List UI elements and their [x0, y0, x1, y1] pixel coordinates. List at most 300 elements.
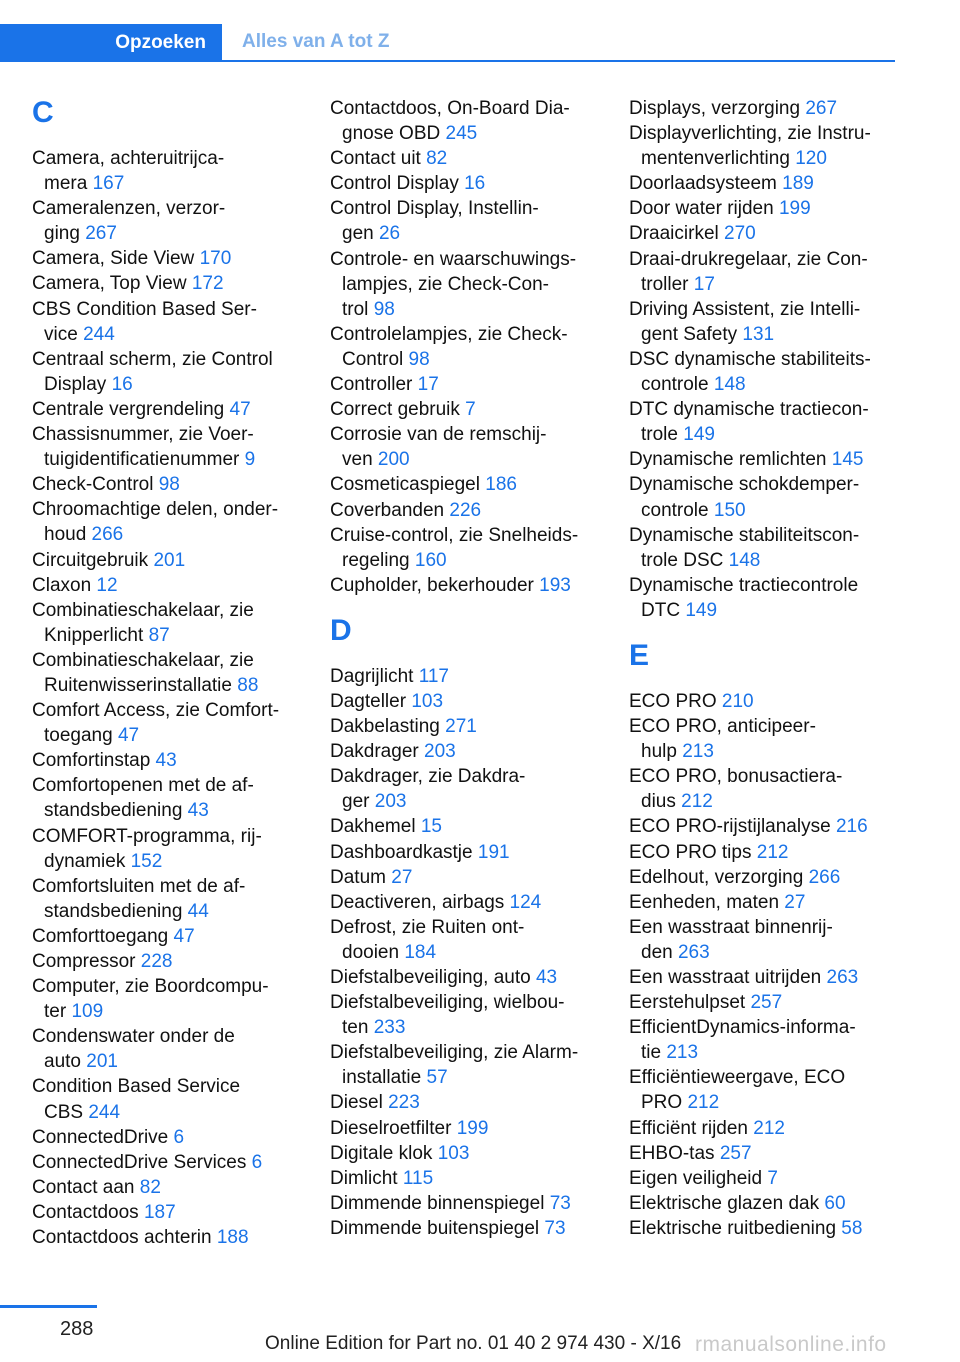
index-entry [330, 397, 600, 422]
page-link[interactable]: 186 [485, 474, 517, 496]
index-entry [629, 472, 899, 522]
entry-text: Ruitenwisserinstallatie [44, 674, 238, 696]
index-entry [629, 1015, 899, 1065]
index-entry [330, 865, 600, 890]
index-entry [330, 146, 600, 171]
entry-text: trole DSC [641, 549, 729, 571]
page-link[interactable]: 191 [477, 841, 510, 863]
page-link[interactable]: 44 [187, 900, 209, 922]
index-column-3 [629, 96, 899, 1241]
page-link[interactable]: 98 [373, 298, 395, 320]
entry-text: Cosmeticaspiegel [330, 474, 486, 496]
entry-text: Condenswater onder de [32, 1026, 235, 1048]
entry-text: ECO PRO tips [629, 841, 757, 863]
entry-text: Diesel [330, 1092, 389, 1114]
entry-text: ten [342, 1017, 374, 1039]
entry-text: ConnectedDrive [32, 1126, 174, 1148]
entry-text: Dimmende buitenspiegel [330, 1217, 545, 1239]
index-entry [32, 698, 302, 748]
entry-text: Control Display, Instellin- [330, 198, 539, 220]
index-entry [32, 598, 302, 648]
entry-text: Defrost, zie Ruiten ont- [330, 916, 525, 938]
page-link[interactable]: 189 [782, 173, 814, 195]
index-entry [629, 1216, 899, 1241]
page-link[interactable]: 43 [535, 967, 558, 988]
index-entry [629, 1065, 899, 1115]
entry-text: ging [44, 223, 86, 245]
entry-text: houd [44, 524, 92, 546]
page-link[interactable]: 149 [683, 424, 715, 446]
index-entry [32, 146, 302, 196]
entry-text: vice [44, 323, 84, 345]
entry-text: Control Display [330, 173, 465, 195]
index-entry [32, 824, 302, 874]
index-entry [629, 714, 899, 764]
page-link[interactable]: 212 [756, 841, 789, 863]
index-entry [629, 1166, 899, 1191]
index-entry [629, 890, 899, 915]
index-entry [330, 664, 600, 689]
entry-text: Centrale vergrendeling [32, 398, 230, 420]
entry-text: Datum [330, 866, 392, 888]
index-entry [32, 246, 302, 271]
entry-text: Correct gebruik [330, 399, 466, 421]
entry-text: Compressor [32, 951, 141, 972]
entry-text: Condition Based Service [32, 1076, 241, 1098]
index-entry [330, 1216, 600, 1241]
index-entry [330, 472, 600, 497]
page-link[interactable]: 233 [373, 1017, 406, 1039]
page-link[interactable]: 184 [404, 941, 437, 963]
page-link[interactable]: 223 [388, 1092, 420, 1114]
index-entry [330, 171, 600, 196]
index-entry [32, 297, 302, 347]
index-entry [629, 171, 899, 196]
entry-text: trol [342, 298, 374, 320]
section-letter: C [32, 96, 54, 129]
entry-text: Efficiëntieweergave, ECO [629, 1067, 846, 1089]
page-link[interactable]: 257 [719, 1142, 752, 1164]
page-link[interactable]: 199 [778, 198, 811, 220]
entry-text: ECO PRO, anticipeer- [629, 716, 816, 738]
page-link[interactable]: 212 [687, 1092, 720, 1114]
watermark: rmanualsonline.info [695, 1333, 887, 1356]
page-link[interactable]: 6 [173, 1126, 185, 1148]
entry-text: lampjes, zie Check-Con- [342, 273, 549, 295]
entry-text: mentenverlichting [641, 148, 796, 170]
entry-text: Dynamische tractiecontrole [629, 574, 859, 596]
page-link[interactable]: 213 [682, 741, 714, 763]
entry-text: Eigen veiligheid [629, 1167, 768, 1189]
entry-text: Digitale klok [330, 1142, 438, 1164]
section-letter: E [629, 638, 650, 672]
index-entry [629, 1141, 899, 1166]
entry-text: Dakbelasting [330, 716, 446, 738]
entry-text: Elektrische ruitbediening [629, 1217, 842, 1239]
page-link[interactable]: 167 [92, 173, 125, 195]
page-link[interactable]: 15 [420, 816, 442, 838]
entry-text: controle [641, 499, 714, 521]
entry-text: Check-Control [32, 474, 159, 496]
index-entry [330, 1040, 600, 1090]
page-link[interactable]: 187 [143, 1201, 176, 1223]
page-link[interactable]: 245 [445, 123, 478, 145]
page-link[interactable]: 17 [417, 374, 439, 396]
entry-text: Knipperlicht [44, 624, 149, 646]
index-entry [330, 1090, 600, 1115]
index-entry [629, 297, 899, 347]
index-entry [330, 814, 600, 839]
index-entry [629, 689, 899, 714]
entry-text: installatie [342, 1067, 427, 1089]
index-entry [32, 271, 302, 296]
index-entry [32, 196, 302, 246]
index-entry [330, 372, 600, 397]
page-link[interactable]: 26 [378, 223, 401, 245]
entry-text: Dashboardkastje [330, 841, 478, 863]
index-entry [629, 764, 899, 814]
entry-text: den [641, 941, 678, 963]
entry-text: Diefstalbeveiliging, zie Alarm- [330, 1042, 579, 1064]
entry-text: Dimlicht [330, 1167, 403, 1189]
page-link[interactable]: 7 [767, 1167, 778, 1189]
page-link[interactable]: 201 [153, 549, 186, 571]
page-link[interactable]: 73 [549, 1192, 571, 1214]
entry-text: Cruise-control, zie Snelheids- [330, 524, 579, 546]
entry-text: Combinatieschakelaar, zie [32, 649, 254, 671]
page-link[interactable]: 131 [742, 323, 775, 345]
header-bar [0, 24, 895, 62]
index-entry [32, 1200, 302, 1225]
footer-accent-line [0, 1305, 97, 1308]
index-entry [330, 990, 600, 1040]
index-column-2 [330, 96, 600, 1241]
index-entry [330, 96, 600, 146]
index-entry [32, 548, 302, 573]
entry-text: CBS Condition Based Ser- [32, 298, 257, 320]
entry-text: Contactdoos [32, 1201, 144, 1223]
page-link[interactable]: 9 [244, 449, 256, 471]
page-link[interactable]: 170 [199, 248, 232, 270]
index-entry [330, 764, 600, 814]
index-entry [629, 915, 899, 965]
page-link[interactable]: 120 [795, 148, 827, 170]
entry-text: ConnectedDrive Services [32, 1151, 252, 1173]
entry-text: EfficientDynamics-informa- [629, 1017, 856, 1039]
page-link[interactable]: 43 [155, 750, 177, 772]
entry-text: dooien [342, 941, 405, 963]
entry-text: ECO PRO-rijstijlanalyse [629, 816, 836, 838]
index-entry [330, 322, 600, 372]
page-link[interactable]: 270 [724, 223, 756, 245]
entry-text: Comfort Access, zie Comfort- [32, 700, 280, 722]
page-link[interactable]: 203 [424, 741, 456, 763]
page-link[interactable]: 188 [216, 1227, 249, 1249]
entry-text: trole [641, 424, 684, 446]
entry-text: Display [44, 373, 112, 395]
page-link[interactable]: 88 [237, 674, 259, 696]
entry-text: ECO PRO, bonusactiera- [629, 766, 843, 788]
entry-text: Controller [330, 374, 418, 396]
page-link[interactable]: 210 [721, 690, 754, 712]
page-link[interactable]: 201 [86, 1051, 118, 1073]
index-entry [32, 773, 302, 823]
page-link[interactable]: 148 [713, 374, 746, 396]
page-link[interactable]: 160 [414, 549, 447, 571]
entry-text: Contactdoos achterin [32, 1227, 217, 1249]
index-entry [629, 96, 899, 121]
tab-opzoeken[interactable]: Opzoeken [0, 24, 222, 62]
page-link[interactable]: 98 [408, 348, 430, 370]
index-entry [330, 1116, 600, 1141]
entry-text: Dagrijlicht [330, 665, 419, 687]
index-entry [330, 422, 600, 472]
index-entry [629, 865, 899, 890]
index-entry [32, 347, 302, 397]
index-entry [330, 573, 600, 598]
index-entry [32, 1225, 302, 1250]
page-link[interactable]: 228 [140, 951, 173, 972]
page-link[interactable]: 193 [539, 574, 571, 596]
page-link[interactable]: 43 [187, 800, 209, 822]
page-link[interactable]: 7 [465, 399, 476, 421]
entry-text: Claxon [32, 574, 97, 596]
entry-text: Comfortopenen met de af- [32, 775, 254, 797]
entry-text: Diefstalbeveiliging, wielbou- [330, 992, 565, 1014]
page-link[interactable]: 60 [824, 1192, 846, 1214]
entry-text: ger [342, 791, 375, 813]
index-entry [32, 1175, 302, 1200]
page-link[interactable]: 199 [456, 1117, 489, 1139]
page-link[interactable]: 47 [229, 398, 251, 420]
entry-text: Een wasstraat uitrijden [629, 967, 827, 988]
entry-text: tie [641, 1042, 667, 1064]
edition-text: Online Edition for Part no. 01 40 2 974 430 - X/16 [265, 1333, 682, 1354]
index-entry [629, 347, 899, 397]
entry-text: Controlelampjes, zie Check- [330, 323, 568, 345]
page-link[interactable]: 145 [831, 449, 864, 471]
page-link[interactable]: 150 [713, 499, 746, 521]
entry-text: controle [641, 374, 714, 396]
entry-text: Deactiveren, airbags [330, 891, 510, 913]
entry-text: Efficiënt rijden [629, 1117, 754, 1139]
index-entry [629, 990, 899, 1015]
index-entry [32, 1024, 302, 1074]
index-entry [629, 965, 899, 990]
index-entry [330, 498, 600, 523]
entry-text: toegang [44, 725, 118, 747]
page-link[interactable]: 117 [418, 665, 449, 687]
page-number: 288 [60, 1318, 94, 1340]
entry-text: dius [641, 791, 682, 813]
page-link[interactable]: 6 [251, 1151, 263, 1173]
entry-text: Corrosie van de remschij- [330, 424, 547, 446]
page-link[interactable]: 266 [808, 866, 841, 888]
page-link[interactable]: 152 [130, 850, 163, 872]
index-entry [629, 814, 899, 839]
page-link[interactable]: 109 [71, 1001, 104, 1023]
entry-text: gnose OBD [342, 123, 446, 145]
page-link[interactable]: 17 [693, 273, 715, 295]
entry-text: Dieselroetfilter [330, 1117, 457, 1139]
entry-text: Camera, achteruitrijca- [32, 148, 225, 169]
page-link[interactable]: 73 [544, 1217, 566, 1239]
tab-alles-van-a-tot-z[interactable]: Alles van A tot Z [242, 31, 390, 52]
page-link[interactable]: 226 [449, 499, 482, 521]
page-link[interactable]: 148 [728, 549, 761, 571]
page-link[interactable]: 82 [426, 148, 448, 170]
entry-text: Combinatieschakelaar, zie [32, 599, 254, 621]
page-link[interactable]: 16 [464, 173, 486, 195]
entry-text: Coverbanden [330, 499, 450, 521]
index-entry [629, 397, 899, 447]
entry-text: Dynamische remlichten [629, 449, 832, 471]
entry-text: ECO PRO [629, 690, 722, 712]
entry-text: Comfortinstap [32, 750, 156, 772]
entry-text: Centraal scherm, zie Control [32, 348, 273, 370]
page-link[interactable]: 16 [111, 373, 133, 395]
section-letter: D [330, 613, 352, 647]
index-entry [629, 1191, 899, 1216]
entry-text: Control [342, 348, 409, 370]
entry-text: tuigidentificatienummer [44, 449, 245, 471]
entry-text: Contact aan [32, 1176, 140, 1198]
page-link[interactable]: 172 [191, 273, 224, 295]
page-link[interactable]: 212 [681, 791, 713, 813]
index-entry [330, 247, 600, 322]
entry-text: ter [44, 1001, 72, 1023]
index-entry [32, 472, 302, 497]
entry-text: Eenheden, maten [629, 891, 785, 913]
page-link[interactable]: 82 [139, 1176, 161, 1198]
index-entry [32, 748, 302, 773]
page-link[interactable]: 27 [391, 866, 413, 888]
entry-text: Cupholder, bekerhouder [330, 574, 540, 596]
entry-text: Dakhemel [330, 816, 421, 838]
page-link[interactable]: 213 [666, 1042, 699, 1064]
page-link[interactable]: 257 [750, 992, 783, 1014]
entry-text: DSC dynamische stabiliteits- [629, 348, 871, 370]
page-link[interactable]: 47 [117, 725, 140, 747]
entry-text: Een wasstraat binnenrij- [629, 916, 833, 938]
page-link[interactable]: 149 [685, 599, 718, 621]
index-column-1 [32, 96, 302, 1250]
entry-text: Contactdoos, On-Board Dia- [330, 98, 570, 119]
page-link[interactable]: 103 [411, 690, 444, 712]
page-link[interactable]: 200 [377, 449, 410, 471]
index-entry [32, 497, 302, 547]
index-entry [330, 840, 600, 865]
page-link[interactable]: 124 [509, 891, 542, 913]
entry-text: CBS [44, 1101, 89, 1123]
entry-text: Dakdrager, zie Dakdra- [330, 766, 526, 788]
header-divider [0, 60, 895, 62]
entry-text: gent Safety [641, 323, 743, 345]
index-entry [330, 1191, 600, 1216]
entry-text: hulp [641, 741, 683, 763]
page-link[interactable]: 216 [835, 816, 868, 838]
page-link[interactable]: 266 [91, 524, 124, 546]
entry-text: Doorlaadsysteem [629, 173, 783, 195]
page-link[interactable]: 263 [826, 967, 859, 988]
index-entry [330, 890, 600, 915]
page-link[interactable]: 244 [88, 1101, 121, 1123]
index-entry [629, 523, 899, 573]
entry-text: Dimmende binnenspiegel [330, 1192, 550, 1214]
entry-text: Dynamische stabiliteitscon- [629, 524, 860, 546]
page-link[interactable]: 57 [426, 1067, 448, 1089]
page-link[interactable]: 98 [158, 474, 180, 496]
page-link[interactable]: 103 [437, 1142, 470, 1164]
entry-text: Controle- en waarschuwings- [330, 248, 577, 270]
index-entry [330, 196, 600, 246]
entry-text: Displayverlichting, zie Instru- [629, 123, 871, 145]
index-entry [330, 689, 600, 714]
index-entry [32, 974, 302, 1024]
index-entry [629, 121, 899, 171]
entry-text: PRO [641, 1092, 688, 1114]
page-link[interactable]: 58 [841, 1217, 863, 1239]
entry-text: Eerstehulpset [629, 992, 751, 1014]
index-entry [629, 447, 899, 472]
page-link[interactable]: 263 [677, 941, 710, 963]
entry-text: DTC dynamische tractiecon- [629, 399, 869, 421]
page-link[interactable]: 271 [445, 716, 477, 738]
index-entry [629, 221, 899, 246]
entry-text: dynamiek [44, 850, 131, 872]
page-link[interactable]: 27 [784, 891, 806, 913]
entry-text: Chroomachtige delen, onder- [32, 499, 279, 521]
index-entry [330, 739, 600, 764]
index-entry [629, 840, 899, 865]
index-entry [32, 924, 302, 949]
index-entry [330, 523, 600, 573]
entry-text: Cameralenzen, verzor- [32, 198, 226, 220]
page-link[interactable]: 203 [374, 791, 407, 813]
entry-text: gen [342, 223, 379, 245]
page-link[interactable]: 267 [805, 98, 838, 119]
index-entry [32, 1074, 302, 1124]
page-link[interactable]: 47 [173, 925, 195, 947]
index-entry [32, 573, 302, 598]
entry-text: Dagteller [330, 690, 412, 712]
entry-text: Diefstalbeveiliging, auto [330, 967, 536, 988]
index-entry [32, 648, 302, 698]
entry-text: regeling [342, 549, 415, 571]
entry-text: Contact uit [330, 148, 427, 170]
entry-text: standsbediening [44, 800, 188, 822]
index-entry [330, 714, 600, 739]
index-entry [32, 397, 302, 422]
page-link[interactable]: 244 [83, 323, 115, 345]
index-entry [330, 965, 600, 990]
page-link[interactable]: 12 [96, 574, 118, 596]
page-link[interactable]: 212 [753, 1117, 785, 1139]
index-entry [629, 247, 899, 297]
entry-text: Draai-drukregelaar, zie Con- [629, 248, 868, 270]
entry-text: Displays, verzorging [629, 98, 806, 119]
index-entry [330, 1166, 600, 1191]
index-entry [629, 196, 899, 221]
entry-text: Circuitgebruik [32, 549, 154, 571]
page-link[interactable]: 87 [148, 624, 170, 646]
entry-text: DTC [641, 599, 686, 621]
page-link[interactable]: 115 [402, 1167, 434, 1189]
index-entry [32, 1125, 302, 1150]
entry-text: Draaicirkel [629, 223, 725, 245]
page-link[interactable]: 267 [85, 223, 117, 245]
index-entry [330, 915, 600, 965]
